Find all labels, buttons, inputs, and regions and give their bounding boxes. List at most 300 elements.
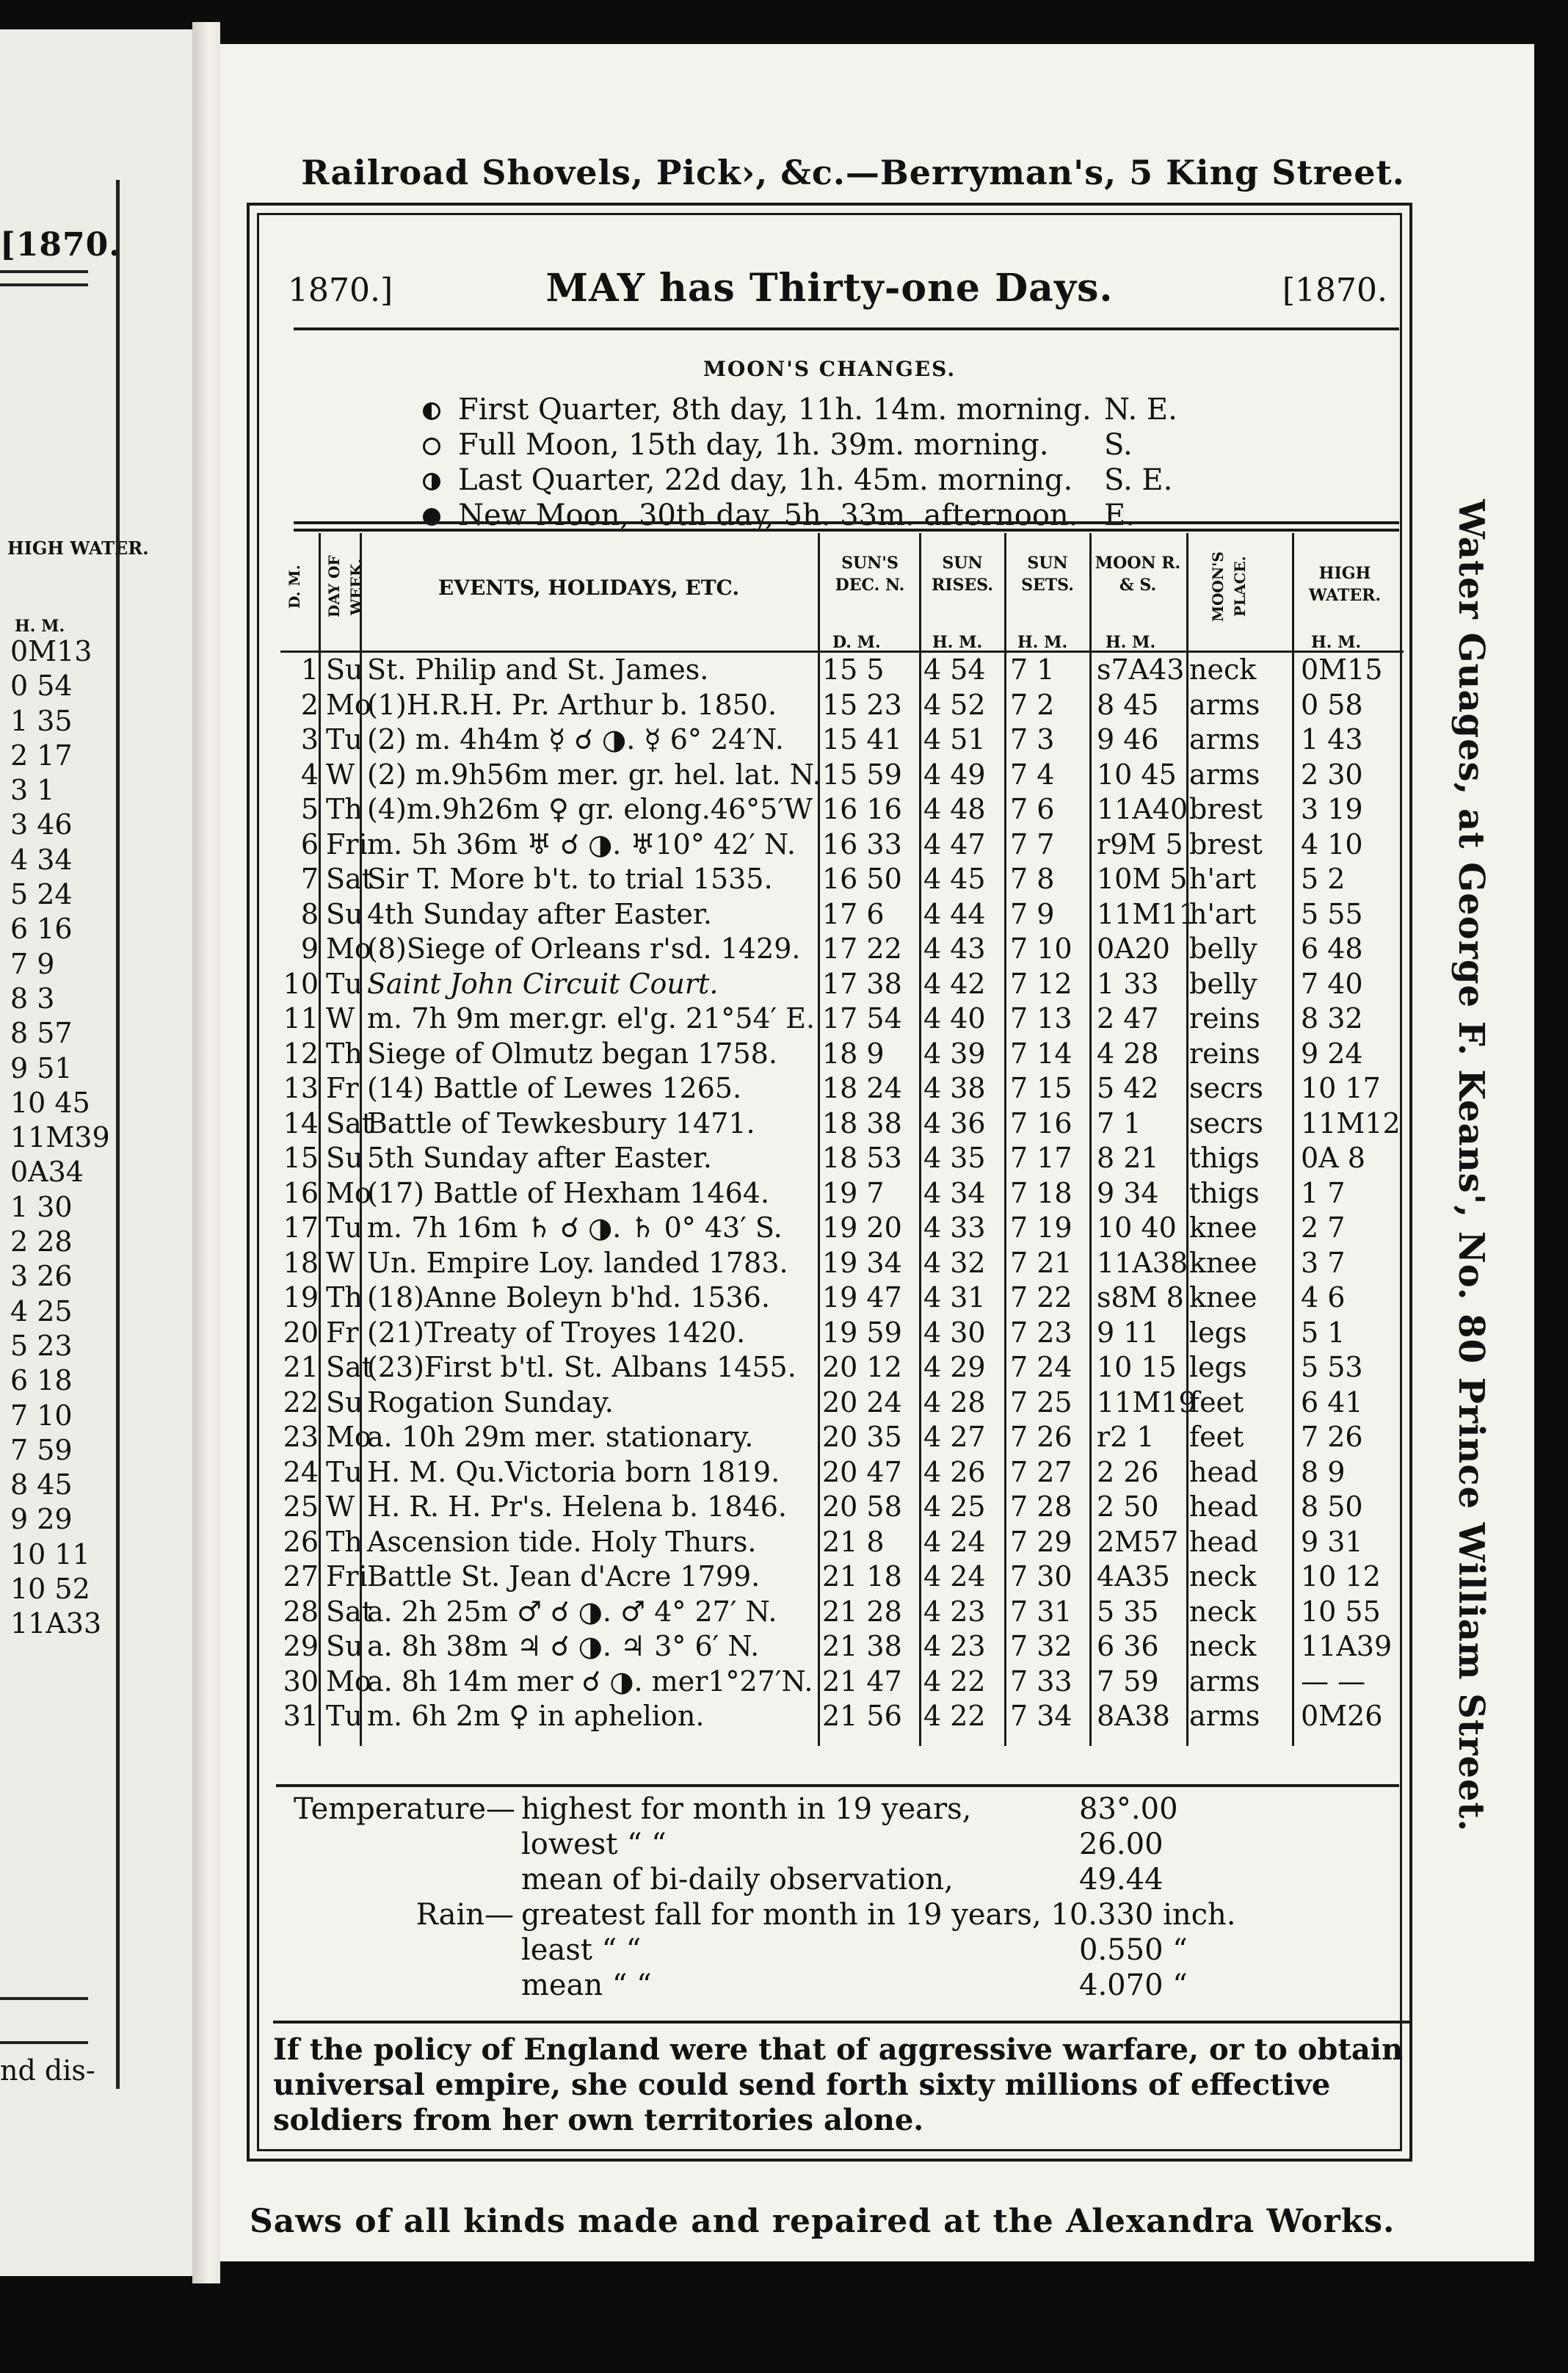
sun-rise-cell: 4 39: [923, 1037, 986, 1070]
left-page-high-water-row: 10 52: [10, 1573, 90, 1606]
table-top-rule: [294, 521, 1399, 524]
moon-rise-set-cell: 9 11: [1097, 1316, 1159, 1349]
moon-rise-set-cell: 5 35: [1097, 1595, 1159, 1628]
sun-set-cell: 7 2: [1010, 688, 1055, 721]
high-water-cell: 1 43: [1301, 723, 1363, 756]
page-title: MAY has Thirty-one Days.: [545, 266, 1114, 311]
header-high-water: HIGH WATER.: [1308, 564, 1382, 605]
left-page-high-water-row: 9 29: [10, 1503, 73, 1536]
sun-dec-cell: 18 38: [822, 1106, 902, 1140]
header-moon-rs: MOON R. & S.: [1095, 554, 1181, 595]
column-line: [360, 533, 362, 1746]
book-gutter: [192, 22, 220, 2283]
high-water-cell: 11A39: [1301, 1630, 1393, 1662]
sun-rise-cell: 4 33: [923, 1211, 986, 1244]
left-page-high-water-row: 0 54: [10, 670, 73, 703]
sun-set-cell: 7 13: [1010, 1002, 1072, 1035]
day-of-month-cell: 13: [283, 1072, 319, 1104]
sun-rise-cell: 4 32: [923, 1246, 986, 1279]
weather-value: 4.070 “: [1079, 1968, 1188, 2002]
subheader-set-hm: H. M.: [1017, 633, 1068, 652]
day-of-week-cell: Su: [326, 897, 363, 930]
day-of-week-cell: Th: [326, 793, 363, 825]
day-of-week-cell: W: [326, 1490, 355, 1523]
moon-rise-set-cell: 10 40: [1097, 1211, 1177, 1244]
sun-set-cell: 7 10: [1010, 932, 1072, 965]
subheader-hw-hm: H. M.: [1311, 633, 1362, 652]
left-page-high-water-row: 11M39: [10, 1121, 110, 1154]
day-of-month-cell: 14: [283, 1106, 319, 1140]
high-water-cell: 2 30: [1301, 758, 1363, 791]
weather-label: Rain—: [415, 1898, 514, 1932]
moon-rise-set-cell: 5 42: [1097, 1072, 1159, 1104]
column-line: [1292, 533, 1294, 1746]
moon-rise-set-cell: 7 1: [1097, 1106, 1141, 1140]
sun-dec-cell: 16 16: [822, 793, 902, 825]
day-of-week-cell: Tu: [326, 967, 363, 1000]
sun-dec-cell: 19 20: [822, 1211, 902, 1244]
left-page-high-water-row: 0M13: [10, 635, 92, 667]
sun-rise-cell: 4 42: [923, 967, 986, 1000]
sun-set-cell: 7 30: [1010, 1560, 1072, 1593]
left-page-high-water-row: 7 59: [10, 1433, 73, 1466]
column-line: [319, 533, 321, 1746]
event-cell: (4)m.9h26m ♀ gr. elong.46°5′W: [367, 793, 813, 825]
sun-rise-cell: 4 22: [923, 1664, 986, 1698]
high-water-cell: 6 41: [1301, 1385, 1363, 1419]
day-of-month-cell: 24: [283, 1455, 319, 1488]
sun-set-cell: 7 9: [1010, 897, 1055, 930]
moon-phase-icon: [418, 427, 448, 463]
event-cell: Un. Empire Loy. landed 1783.: [367, 1246, 788, 1279]
header-events: EVENTS, HOLIDAYS, ETC.: [438, 576, 740, 600]
sun-set-cell: 7 25: [1010, 1385, 1072, 1419]
sun-set-cell: 7 16: [1010, 1106, 1072, 1140]
moon-place-cell: thigs: [1189, 1176, 1260, 1209]
moon-rise-set-cell: s8M 8: [1097, 1281, 1184, 1314]
left-page-year: [1870.: [0, 226, 121, 264]
moon-phase-text: Full Moon, 15th day, 1h. 39m. morning.: [458, 428, 1049, 462]
moon-place-cell: head: [1189, 1455, 1258, 1488]
moon-place-cell: legs: [1189, 1351, 1247, 1383]
event-cell: (2) m. 4h4m ☿ ☌ ◑. ☿ 6° 24′N.: [367, 723, 784, 756]
header-sun-rises: SUN RISES.: [932, 554, 993, 595]
sun-set-cell: 7 4: [1010, 758, 1055, 791]
moon-rise-set-cell: 4 28: [1097, 1037, 1159, 1070]
sun-dec-cell: 15 5: [822, 653, 885, 686]
moon-rise-set-cell: s7A43: [1097, 653, 1185, 686]
moon-changes-title: MOON'S CHANGES.: [703, 357, 957, 381]
sun-dec-cell: 18 9: [822, 1037, 885, 1070]
day-of-week-cell: W: [326, 1246, 355, 1279]
sun-dec-cell: 15 23: [822, 688, 902, 721]
moon-place-cell: secrs: [1189, 1106, 1263, 1140]
day-of-month-cell: 19: [283, 1281, 319, 1314]
moon-rise-set-cell: 6 36: [1097, 1630, 1159, 1662]
sun-dec-cell: 19 7: [822, 1176, 885, 1209]
moon-place-cell: knee: [1189, 1281, 1257, 1314]
event-cell: Saint John Circuit Court.: [367, 967, 719, 1000]
moon-phase-direction: S. E.: [1104, 463, 1173, 497]
sun-dec-cell: 20 58: [822, 1490, 902, 1523]
moon-rise-set-cell: 10M 5: [1097, 863, 1188, 895]
sun-dec-cell: 15 59: [822, 758, 902, 791]
event-cell: H. M. Qu.Victoria born 1819.: [367, 1455, 780, 1488]
high-water-cell: 4 10: [1301, 827, 1363, 861]
left-page-hm-label: H. M.: [15, 617, 65, 636]
moon-place-cell: brest: [1189, 827, 1263, 861]
sun-set-cell: 7 26: [1010, 1421, 1072, 1453]
sun-dec-cell: 15 41: [822, 723, 902, 756]
day-of-week-cell: Su: [326, 1142, 363, 1174]
event-cell: (23)First b'tl. St. Albans 1455.: [367, 1351, 796, 1383]
day-of-week-cell: Th: [326, 1525, 363, 1558]
left-page-high-water-row: 5 24: [10, 878, 73, 911]
day-of-week-cell: Su: [326, 653, 363, 686]
sun-rise-cell: 4 54: [923, 653, 986, 686]
weather-value: 26.00: [1079, 1827, 1164, 1861]
event-cell: (17) Battle of Hexham 1464.: [367, 1176, 770, 1209]
sun-dec-cell: 20 47: [822, 1455, 902, 1488]
day-of-week-cell: Fr: [326, 1072, 359, 1104]
weather-value: 0.550 “: [1079, 1933, 1188, 1967]
high-water-cell: 5 55: [1301, 897, 1363, 930]
left-page-high-water-row: 5 23: [10, 1329, 73, 1362]
high-water-cell: 0A 8: [1301, 1142, 1365, 1174]
event-cell: 4th Sunday after Easter.: [367, 897, 712, 930]
moon-phase-text: Last Quarter, 22d day, 1h. 45m. morning.: [458, 463, 1073, 497]
moon-place-cell: knee: [1189, 1211, 1257, 1244]
sun-set-cell: 7 21: [1010, 1246, 1072, 1279]
sun-rise-cell: 4 26: [923, 1455, 986, 1488]
moon-phases-list: [418, 392, 1177, 533]
column-line: [1089, 533, 1092, 1746]
sun-dec-cell: 17 22: [822, 932, 902, 965]
weather-value: 83°.00: [1079, 1792, 1178, 1826]
moon-rise-set-cell: 8 21: [1097, 1142, 1159, 1174]
sun-set-cell: 7 23: [1010, 1316, 1072, 1349]
day-of-month-cell: 10: [283, 967, 319, 1000]
moon-phase-icon: [418, 463, 448, 498]
left-page-high-water-row: 2 17: [10, 739, 73, 772]
high-water-cell: 8 32: [1301, 1002, 1363, 1035]
left-page-high-water-row: 8 45: [10, 1468, 73, 1501]
event-cell: a. 8h 14m mer ☌ ◑. mer1°27′N.: [367, 1664, 813, 1698]
day-of-month-cell: 1: [300, 653, 319, 686]
day-of-month-cell: 9: [300, 932, 319, 965]
event-cell: a. 8h 38m ♃ ☌ ◑. ♃ 3° 6′ N.: [367, 1630, 760, 1662]
moon-place-cell: thigs: [1189, 1142, 1260, 1174]
moon-place-cell: reins: [1189, 1037, 1260, 1070]
sun-rise-cell: 4 28: [923, 1385, 986, 1419]
moon-place-cell: knee: [1189, 1246, 1257, 1279]
left-page-frame: [0, 180, 120, 2089]
high-water-cell: 0M15: [1301, 653, 1383, 686]
weather-description: greatest fall for month in 19 years, 10.330 inch.: [521, 1898, 1236, 1932]
subheader-dec-dm: D. M.: [832, 633, 881, 652]
weather-description: least “ “: [521, 1933, 642, 1967]
sun-rise-cell: 4 51: [923, 723, 986, 756]
moon-phase-row: [418, 498, 1163, 533]
moon-phase-icon: [418, 498, 448, 533]
weather-description: highest for month in 19 years,: [521, 1792, 972, 1826]
sun-set-cell: 7 27: [1010, 1455, 1072, 1488]
sun-dec-cell: 20 12: [822, 1351, 902, 1383]
day-of-month-cell: 2: [300, 688, 319, 721]
moon-place-cell: head: [1189, 1525, 1258, 1558]
sun-dec-cell: 19 59: [822, 1316, 902, 1349]
column-line: [818, 533, 820, 1746]
moon-phase-direction: N. E.: [1104, 393, 1177, 427]
sun-set-cell: 7 17: [1010, 1142, 1072, 1174]
day-of-month-cell: 30: [283, 1664, 319, 1698]
day-of-week-cell: Tu: [326, 1455, 363, 1488]
sun-dec-cell: 18 53: [822, 1142, 902, 1174]
header-day-of-month: D. M.: [286, 565, 303, 609]
high-water-cell: — —: [1301, 1664, 1366, 1698]
event-cell: a. 10h 29m mer. stationary.: [367, 1421, 754, 1453]
event-cell: Battle of Tewkesbury 1471.: [367, 1106, 755, 1140]
day-of-month-cell: 28: [283, 1595, 319, 1628]
sun-rise-cell: 4 36: [923, 1106, 986, 1140]
sun-dec-cell: 16 33: [822, 827, 902, 861]
moon-place-cell: brest: [1189, 793, 1263, 825]
left-page-high-water-row: 3 1: [10, 774, 55, 807]
moon-place-cell: reins: [1189, 1002, 1260, 1035]
sun-dec-cell: 18 24: [822, 1072, 902, 1104]
sun-dec-cell: 17 54: [822, 1002, 902, 1035]
moon-rise-set-cell: 11A40: [1097, 793, 1188, 825]
left-page-high-water-row: 8 3: [10, 982, 55, 1015]
sun-dec-cell: 20 35: [822, 1421, 902, 1453]
left-page: [0, 29, 192, 2276]
header-day-of-week: DAY OF WEEK.: [325, 555, 365, 618]
left-page-high-water-row: 6 16: [10, 913, 73, 946]
sun-dec-cell: 21 28: [822, 1595, 902, 1628]
day-of-month-cell: 18: [283, 1246, 319, 1279]
column-line: [1186, 533, 1188, 1746]
moon-place-cell: neck: [1189, 1560, 1257, 1593]
left-page-high-water-row: 0A34: [10, 1156, 84, 1189]
side-advertisement: Water Guages, at George F. Keans', No. 80 Prince William Street.: [1451, 499, 1492, 1833]
high-water-cell: 5 2: [1301, 863, 1346, 895]
sun-rise-cell: 4 52: [923, 688, 986, 721]
moon-place-cell: h'art: [1189, 863, 1257, 895]
day-of-week-cell: Mo: [326, 688, 371, 721]
sun-rise-cell: 4 45: [923, 863, 986, 895]
day-of-month-cell: 22: [283, 1385, 319, 1419]
sun-set-cell: 7 14: [1010, 1037, 1072, 1070]
high-water-cell: 8 9: [1301, 1455, 1346, 1488]
moon-place-cell: arms: [1189, 688, 1260, 721]
almanac-page: [220, 44, 1534, 2261]
high-water-cell: 9 24: [1301, 1037, 1363, 1070]
header-year-right: [1870.: [1282, 272, 1387, 309]
table-column-lines: [280, 533, 1404, 1746]
sun-rise-cell: 4 43: [923, 932, 986, 965]
sun-dec-cell: 21 47: [822, 1664, 902, 1698]
event-cell: m. 7h 16m ♄ ☌ ◑. ♄ 0° 43′ S.: [367, 1211, 783, 1244]
moon-place-cell: arms: [1189, 1664, 1260, 1698]
sun-set-cell: 7 31: [1010, 1595, 1072, 1628]
moon-rise-set-cell: 2 50: [1097, 1490, 1159, 1523]
subheader-rise-hm: H. M.: [932, 633, 983, 652]
moon-rise-set-cell: r2 1: [1097, 1421, 1155, 1453]
header-rule: [294, 327, 1399, 330]
sun-dec-cell: 20 24: [822, 1385, 902, 1419]
left-page-footer-text: nd dis-: [0, 2054, 95, 2087]
high-water-cell: 4 6: [1301, 1281, 1346, 1314]
sun-rise-cell: 4 40: [923, 1002, 986, 1035]
sun-rise-cell: 4 22: [923, 1700, 986, 1732]
day-of-week-cell: Su: [326, 1630, 363, 1662]
day-of-month-cell: 31: [283, 1700, 319, 1732]
moon-phase-row: [418, 427, 1163, 463]
event-cell: m. 6h 2m ♀ in aphelion.: [367, 1700, 705, 1732]
day-of-month-cell: 5: [300, 793, 319, 825]
bottom-advertisement: Saws of all kinds made and repaired at the Alexandra Works.: [250, 2203, 1395, 2240]
moon-phase-row: [418, 392, 1177, 427]
moon-rise-set-cell: 0A20: [1097, 932, 1170, 965]
moon-place-cell: feet: [1189, 1385, 1244, 1419]
moon-rise-set-cell: 11M11: [1097, 897, 1197, 930]
day-of-week-cell: Mo: [326, 1176, 371, 1209]
weather-description: mean of bi-daily observation,: [521, 1863, 954, 1896]
event-cell: m. 5h 36m ♅ ☌ ◑. ♅10° 42′ N.: [367, 827, 796, 861]
event-cell: Sir T. More b't. to trial 1535.: [367, 863, 773, 895]
high-water-cell: 3 19: [1301, 793, 1363, 825]
event-cell: m. 7h 9m mer.gr. el'g. 21°54′ E.: [367, 1002, 816, 1035]
day-of-week-cell: Mo: [326, 1664, 371, 1698]
sun-set-cell: 7 34: [1010, 1700, 1072, 1732]
sun-set-cell: 7 3: [1010, 723, 1055, 756]
sun-set-cell: 7 7: [1010, 827, 1055, 861]
weather-top-rule: [276, 1784, 1399, 1787]
day-of-month-cell: 25: [283, 1490, 319, 1523]
left-page-high-water-row: 1 35: [10, 704, 73, 737]
quote-text: If the policy of England were that of aggressive warfare, or to obtain universal empire, she could send forth sixty millions of effective soldiers from her own territories alone.: [273, 2032, 1404, 2137]
moon-rise-set-cell: 7 59: [1097, 1664, 1159, 1698]
event-cell: (14) Battle of Lewes 1265.: [367, 1072, 742, 1104]
moon-place-cell: secrs: [1189, 1072, 1263, 1104]
day-of-week-cell: Sat: [326, 1106, 373, 1140]
day-of-month-cell: 20: [283, 1316, 319, 1349]
day-of-month-cell: 23: [283, 1421, 319, 1453]
day-of-month-cell: 4: [300, 758, 319, 791]
left-page-high-water-label: HIGH WATER.: [7, 537, 149, 559]
high-water-cell: 7 26: [1301, 1421, 1363, 1453]
header-year-left: 1870.]: [288, 272, 393, 309]
sun-rise-cell: 4 24: [923, 1525, 986, 1558]
moon-rise-set-cell: 8 45: [1097, 688, 1159, 721]
top-advertisement: Railroad Shovels, Pick›, &c.—Berryman's, 5 King Street.: [301, 153, 1405, 192]
moon-phase-row: [418, 463, 1173, 498]
moon-place-cell: head: [1189, 1490, 1258, 1523]
event-cell: (1)H.R.H. Pr. Arthur b. 1850.: [367, 688, 777, 721]
sun-rise-cell: 4 23: [923, 1595, 986, 1628]
sun-set-cell: 7 32: [1010, 1630, 1072, 1662]
day-of-week-cell: Fr: [326, 1316, 359, 1349]
sun-rise-cell: 4 24: [923, 1560, 986, 1593]
high-water-cell: 3 7: [1301, 1246, 1346, 1279]
left-page-high-water-row: 7 9: [10, 947, 55, 980]
day-of-week-cell: Tu: [326, 1700, 363, 1732]
moon-place-cell: belly: [1189, 967, 1257, 1000]
left-page-high-water-row: 3 46: [10, 808, 73, 841]
table-top-rule: [294, 529, 1399, 532]
moon-rise-set-cell: 11A38: [1097, 1246, 1188, 1279]
moon-phase-text: New Moon, 30th day, 5h. 33m. afternoon.: [458, 499, 1078, 532]
event-cell: Battle St. Jean d'Acre 1799.: [367, 1560, 761, 1593]
day-of-week-cell: Th: [326, 1037, 363, 1070]
day-of-week-cell: Fri: [326, 827, 368, 861]
event-cell: Ascension tide. Holy Thurs.: [367, 1525, 757, 1558]
sun-rise-cell: 4 47: [923, 827, 986, 861]
sun-dec-cell: 16 50: [822, 863, 902, 895]
moon-place-cell: neck: [1189, 1630, 1257, 1662]
moon-rise-set-cell: r9M 5: [1097, 827, 1183, 861]
sun-rise-cell: 4 35: [923, 1142, 986, 1174]
event-cell: 5th Sunday after Easter.: [367, 1142, 712, 1174]
day-of-month-cell: 21: [283, 1351, 319, 1383]
high-water-cell: 8 50: [1301, 1490, 1363, 1523]
high-water-cell: 9 31: [1301, 1525, 1363, 1558]
subheader-moon-hm: H. M.: [1106, 633, 1156, 652]
left-page-high-water-row: 6 18: [10, 1364, 73, 1397]
left-page-high-water-row: 1 30: [10, 1190, 73, 1223]
moon-phase-direction: S.: [1104, 428, 1133, 462]
calendar-table: [280, 533, 1404, 1734]
quote-rule: [273, 2021, 1411, 2024]
day-of-month-cell: 26: [283, 1525, 319, 1558]
left-page-high-water-row: 10 45: [10, 1086, 90, 1119]
moon-place-cell: neck: [1189, 1595, 1257, 1628]
high-water-cell: 2 7: [1301, 1211, 1346, 1244]
moon-phase-text: First Quarter, 8th day, 11h. 14m. morning.: [458, 393, 1092, 427]
sun-dec-cell: 21 18: [822, 1560, 902, 1593]
weather-description: lowest “ “: [521, 1827, 667, 1861]
header-sun-dec: SUN'S DEC. N.: [835, 554, 905, 595]
sun-rise-cell: 4 38: [923, 1072, 986, 1104]
day-of-month-cell: 29: [283, 1630, 319, 1662]
high-water-cell: 6 48: [1301, 932, 1363, 965]
high-water-cell: 0 58: [1301, 688, 1363, 721]
day-of-week-cell: Sat: [326, 863, 373, 895]
moon-place-cell: belly: [1189, 932, 1257, 965]
sun-set-cell: 7 19: [1010, 1211, 1072, 1244]
day-of-week-cell: Sat: [326, 1351, 373, 1383]
event-cell: (21)Treaty of Troyes 1420.: [367, 1316, 746, 1349]
sun-rise-cell: 4 49: [923, 758, 986, 791]
sun-set-cell: 7 18: [1010, 1176, 1072, 1209]
weather-value: 49.44: [1079, 1863, 1164, 1896]
left-page-high-water-row: 9 51: [10, 1051, 73, 1084]
left-page-high-water-row: 4 34: [10, 843, 73, 876]
moon-place-cell: arms: [1189, 1700, 1260, 1732]
day-of-month-cell: 16: [283, 1176, 319, 1209]
moon-phase-direction: E.: [1104, 499, 1135, 532]
header-sun-sets: SUN SETS.: [1021, 554, 1074, 595]
moon-rise-set-cell: 8A38: [1097, 1700, 1170, 1732]
moon-rise-set-cell: 2 26: [1097, 1455, 1159, 1488]
day-of-week-cell: Tu: [326, 723, 363, 756]
left-page-high-water-row: 11A33: [10, 1607, 102, 1640]
high-water-cell: 11M12: [1301, 1106, 1401, 1140]
event-cell: Siege of Olmutz began 1758.: [367, 1037, 777, 1070]
day-of-month-cell: 12: [283, 1037, 319, 1070]
day-of-month-cell: 27: [283, 1560, 319, 1593]
sun-set-cell: 7 24: [1010, 1351, 1072, 1383]
